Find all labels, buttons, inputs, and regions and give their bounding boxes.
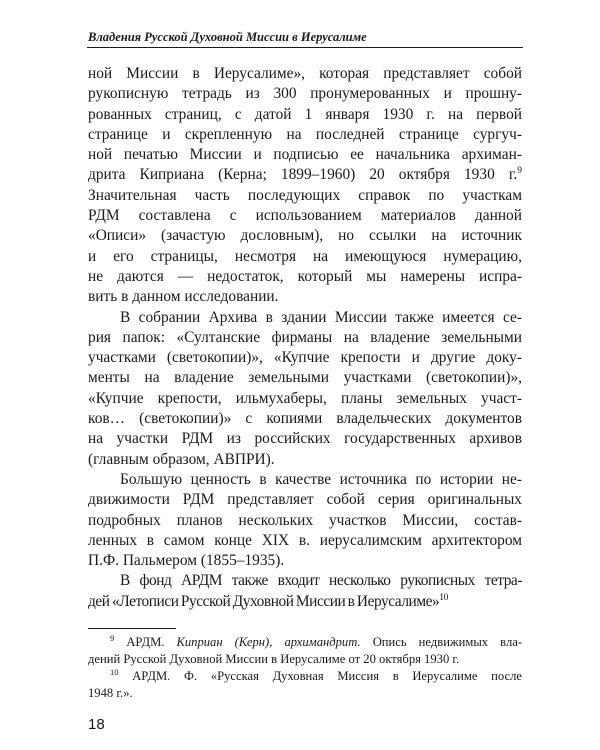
footnote-author: Киприан (Керн), архимандрит. bbox=[176, 635, 361, 649]
paragraph-1 bbox=[88, 64, 522, 308]
footnote-line: 1948 г.». bbox=[88, 686, 133, 700]
footnote-ref-10[interactable]: 10 bbox=[439, 592, 448, 603]
footnote-title: Опись недвижимых вла- bbox=[372, 635, 523, 649]
text-line-part: дей «Летописи Русской Духовной Миссии в Иерусалиме» bbox=[88, 592, 440, 610]
text-line: (главным образом, АВПРИ). bbox=[88, 450, 275, 468]
text-line: менты на владение земельными участками (светокопии)», bbox=[88, 369, 522, 387]
header-rule bbox=[87, 47, 523, 48]
text-line: и его страницы, несмотря на имеющуюся нумерацию, bbox=[88, 247, 522, 265]
text-line: ленных в самом конце XIX в. иерусалимским архитектором bbox=[88, 531, 522, 549]
paragraph-4 bbox=[88, 571, 522, 612]
text-line: ной Миссии в Иерусалиме», которая представляет собой bbox=[88, 65, 522, 82]
footnote-line bbox=[88, 634, 522, 651]
text-line: рованных страниц, с датой 1 января 1930 г. на первой bbox=[88, 105, 522, 123]
text-line: ков… (светокопии)» с копиями владельческих документов bbox=[88, 410, 522, 428]
text-line: В фонд АРДМ также входит несколько рукописных тетра- bbox=[120, 572, 522, 590]
footnotes bbox=[88, 634, 522, 702]
text-line: «Описи» (зачастую дословным), но ссылки на источник bbox=[88, 227, 522, 245]
text-line: вить в данном исследовании. bbox=[88, 288, 279, 306]
footnote-text: АРДМ. Ф. «Русская Духовная Миссия в Иерусалиме после bbox=[132, 669, 522, 683]
footnote-10 bbox=[88, 668, 522, 702]
text-line: движимости РДМ представляет собой серия оригинальных bbox=[88, 491, 522, 509]
text-line: П.Ф. Пальмером (1855–1935). bbox=[88, 552, 285, 570]
text-line: В собрании Архива в здании Миссии также имеется се- bbox=[120, 308, 522, 326]
footnote-9 bbox=[88, 634, 522, 668]
text-line: «Купчие крепости, ильмухаберы, планы земельных участ- bbox=[88, 389, 522, 407]
paragraph-3 bbox=[88, 470, 522, 571]
main-text bbox=[88, 64, 522, 612]
footnote-line bbox=[88, 668, 522, 685]
footnote-number: 9 bbox=[110, 633, 115, 643]
text-line-with-footnote bbox=[88, 165, 522, 185]
text-line-part: дрита Киприана (Керна; 1899–1960) 20 октября 1930 г. bbox=[88, 166, 518, 184]
text-line: странице и скрепленную на последней странице сургуч- bbox=[88, 125, 522, 143]
footnote-line: дений Русской Духовной Миссии в Иерусалиме от 20 октября 1930 г. bbox=[88, 652, 460, 666]
running-head: Владения Русской Духовной Миссии в Иерусалиме bbox=[88, 30, 367, 44]
text-line: на участки РДМ из российских государственных архивов bbox=[88, 430, 522, 448]
text-line: рия папок: «Султанские фирманы на владение земельными bbox=[88, 328, 522, 346]
paragraph-2 bbox=[88, 308, 522, 470]
text-line: подробных планов нескольких участков Миссии, состав- bbox=[88, 511, 522, 529]
text-line: участками (светокопии)», «Купчие крепости и другие доку- bbox=[88, 349, 522, 367]
text-line-with-footnote bbox=[88, 592, 522, 612]
footnote-ref-9[interactable]: 9 bbox=[517, 166, 522, 177]
text-line: РДМ составлена с использованием материалов данной bbox=[88, 207, 522, 225]
text-line: не даются — недостаток, который мы намерены испра- bbox=[88, 267, 522, 285]
footnote-rule bbox=[88, 628, 176, 629]
page-number: 18 bbox=[88, 716, 105, 733]
text-line: Большую ценность в качестве источника по истории не- bbox=[120, 470, 522, 488]
text-line: ной печатью Миссии и подписью ее начальника архиман- bbox=[88, 146, 522, 164]
text-line: рукописную тетрадь из 300 пронумерованных и прошну- bbox=[88, 85, 522, 103]
footnote-archive: АРДМ. bbox=[126, 635, 165, 649]
footnote-number: 10 bbox=[110, 667, 119, 677]
text-line: Значительная часть последующих справок по участкам bbox=[88, 186, 522, 204]
